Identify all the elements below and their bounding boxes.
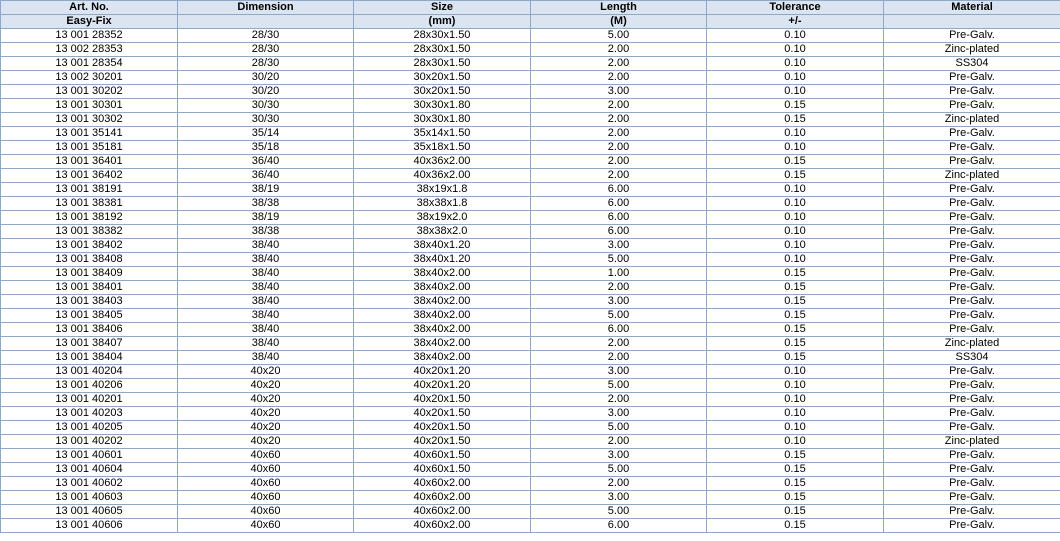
dimension-cell: 28/30 — [178, 57, 354, 71]
size-cell: 38x40x2.00 — [354, 323, 531, 337]
art-no-cell: 13 001 38401 — [1, 281, 178, 295]
dimension-cell: 40x60 — [178, 477, 354, 491]
material-cell: Pre-Galv. — [884, 267, 1060, 281]
size-cell: 30x20x1.50 — [354, 71, 531, 85]
size-cell: 40x60x2.00 — [354, 519, 531, 533]
table-row — [1, 421, 1060, 435]
art-no-cell: 13 001 28354 — [1, 57, 178, 71]
material-cell: Pre-Galv. — [884, 225, 1060, 239]
tolerance-cell: 0.10 — [707, 365, 884, 379]
material-cell: Pre-Galv. — [884, 505, 1060, 519]
art-no-cell: 13 001 38404 — [1, 351, 178, 365]
length-cell: 3.00 — [531, 295, 707, 309]
table-row — [1, 225, 1060, 239]
size-cell: 40x20x1.50 — [354, 435, 531, 449]
size-cell: 40x60x2.00 — [354, 491, 531, 505]
tolerance-cell: 0.10 — [707, 43, 884, 57]
dimension-cell: 30/20 — [178, 85, 354, 99]
material-cell: Pre-Galv. — [884, 253, 1060, 267]
table-row — [1, 477, 1060, 491]
tolerance-cell: 0.15 — [707, 449, 884, 463]
tolerance-cell: 0.15 — [707, 281, 884, 295]
header-brand: Easy-Fix — [1, 15, 178, 29]
tolerance-cell: 0.10 — [707, 421, 884, 435]
material-cell: SS304 — [884, 351, 1060, 365]
size-cell: 28x30x1.50 — [354, 57, 531, 71]
size-cell: 40x36x2.00 — [354, 155, 531, 169]
tolerance-cell: 0.15 — [707, 267, 884, 281]
table-row — [1, 449, 1060, 463]
tolerance-cell: 0.15 — [707, 351, 884, 365]
length-cell: 2.00 — [531, 351, 707, 365]
tolerance-cell: 0.10 — [707, 435, 884, 449]
header-row-secondary — [1, 15, 1060, 29]
material-cell: Pre-Galv. — [884, 491, 1060, 505]
art-no-cell: 13 001 36402 — [1, 169, 178, 183]
length-cell: 2.00 — [531, 393, 707, 407]
table-row — [1, 169, 1060, 183]
material-cell: Pre-Galv. — [884, 85, 1060, 99]
material-cell: Pre-Galv. — [884, 463, 1060, 477]
length-cell: 2.00 — [531, 155, 707, 169]
header-dimension: Dimension — [178, 1, 354, 15]
material-cell: Pre-Galv. — [884, 127, 1060, 141]
length-cell: 2.00 — [531, 43, 707, 57]
dimension-cell: 30/30 — [178, 99, 354, 113]
length-cell: 3.00 — [531, 449, 707, 463]
dimension-cell: 38/40 — [178, 281, 354, 295]
length-cell: 2.00 — [531, 169, 707, 183]
material-cell: Pre-Galv. — [884, 379, 1060, 393]
size-cell: 38x38x1.8 — [354, 197, 531, 211]
art-no-cell: 13 001 28352 — [1, 29, 178, 43]
table-row — [1, 141, 1060, 155]
dimension-cell: 40x60 — [178, 463, 354, 477]
size-cell: 30x30x1.80 — [354, 113, 531, 127]
tolerance-cell: 0.10 — [707, 57, 884, 71]
tolerance-cell: 0.15 — [707, 519, 884, 533]
art-no-cell: 13 001 40603 — [1, 491, 178, 505]
table-row — [1, 155, 1060, 169]
art-no-cell: 13 002 30201 — [1, 71, 178, 85]
size-cell: 28x30x1.50 — [354, 43, 531, 57]
size-cell: 38x38x2.0 — [354, 225, 531, 239]
tolerance-cell: 0.15 — [707, 323, 884, 337]
size-cell: 40x60x1.50 — [354, 463, 531, 477]
size-cell: 38x40x1.20 — [354, 239, 531, 253]
tolerance-cell: 0.15 — [707, 295, 884, 309]
tolerance-cell: 0.15 — [707, 99, 884, 113]
art-no-cell: 13 001 40602 — [1, 477, 178, 491]
length-cell: 1.00 — [531, 267, 707, 281]
table-row — [1, 99, 1060, 113]
art-no-cell: 13 001 36401 — [1, 155, 178, 169]
art-no-cell: 13 001 38409 — [1, 267, 178, 281]
dimension-cell: 28/30 — [178, 43, 354, 57]
dimension-cell: 40x20 — [178, 365, 354, 379]
material-cell: Pre-Galv. — [884, 71, 1060, 85]
tolerance-cell: 0.10 — [707, 127, 884, 141]
art-no-cell: 13 001 38405 — [1, 309, 178, 323]
dimension-cell: 35/18 — [178, 141, 354, 155]
dimension-cell: 38/40 — [178, 267, 354, 281]
dimension-cell: 40x60 — [178, 519, 354, 533]
length-cell: 3.00 — [531, 85, 707, 99]
art-no-cell: 13 001 30301 — [1, 99, 178, 113]
material-cell: Pre-Galv. — [884, 155, 1060, 169]
material-cell: Pre-Galv. — [884, 309, 1060, 323]
table-row — [1, 281, 1060, 295]
table-row — [1, 211, 1060, 225]
art-no-cell: 13 001 40206 — [1, 379, 178, 393]
size-cell: 40x60x2.00 — [354, 505, 531, 519]
header-length-unit: (M) — [531, 15, 707, 29]
length-cell: 2.00 — [531, 281, 707, 295]
tolerance-cell: 0.15 — [707, 155, 884, 169]
size-cell: 38x40x1.20 — [354, 253, 531, 267]
dimension-cell: 36/40 — [178, 169, 354, 183]
material-cell: Pre-Galv. — [884, 365, 1060, 379]
table-row — [1, 71, 1060, 85]
art-no-cell: 13 001 40203 — [1, 407, 178, 421]
dimension-cell: 40x20 — [178, 407, 354, 421]
header-length: Length — [531, 1, 707, 15]
tolerance-cell: 0.15 — [707, 463, 884, 477]
dimension-cell: 40x20 — [178, 421, 354, 435]
art-no-cell: 13 001 38382 — [1, 225, 178, 239]
size-cell: 40x36x2.00 — [354, 169, 531, 183]
table-row — [1, 127, 1060, 141]
dimension-cell: 40x60 — [178, 449, 354, 463]
table-row — [1, 351, 1060, 365]
material-cell: Pre-Galv. — [884, 183, 1060, 197]
tolerance-cell: 0.10 — [707, 379, 884, 393]
size-cell: 38x40x2.00 — [354, 281, 531, 295]
size-cell: 40x20x1.20 — [354, 365, 531, 379]
dimension-cell: 30/30 — [178, 113, 354, 127]
material-cell: Pre-Galv. — [884, 211, 1060, 225]
length-cell: 3.00 — [531, 239, 707, 253]
material-cell: Zinc-plated — [884, 169, 1060, 183]
material-cell: SS304 — [884, 57, 1060, 71]
art-no-cell: 13 001 40204 — [1, 365, 178, 379]
tolerance-cell: 0.15 — [707, 505, 884, 519]
art-no-cell: 13 001 40201 — [1, 393, 178, 407]
art-no-cell: 13 001 40205 — [1, 421, 178, 435]
art-no-cell: 13 001 35181 — [1, 141, 178, 155]
length-cell: 5.00 — [531, 505, 707, 519]
dimension-cell: 38/19 — [178, 183, 354, 197]
length-cell: 2.00 — [531, 477, 707, 491]
table-row — [1, 463, 1060, 477]
material-cell: Pre-Galv. — [884, 393, 1060, 407]
length-cell: 5.00 — [531, 421, 707, 435]
length-cell: 2.00 — [531, 127, 707, 141]
dimension-cell: 40x60 — [178, 505, 354, 519]
table-row — [1, 57, 1060, 71]
length-cell: 6.00 — [531, 519, 707, 533]
art-no-cell: 13 001 38408 — [1, 253, 178, 267]
tolerance-cell: 0.10 — [707, 407, 884, 421]
size-cell: 35x18x1.50 — [354, 141, 531, 155]
material-cell: Pre-Galv. — [884, 519, 1060, 533]
tolerance-cell: 0.10 — [707, 253, 884, 267]
tolerance-cell: 0.10 — [707, 141, 884, 155]
dimension-cell: 38/40 — [178, 309, 354, 323]
material-cell: Zinc-plated — [884, 435, 1060, 449]
length-cell: 6.00 — [531, 211, 707, 225]
tolerance-cell: 0.15 — [707, 309, 884, 323]
size-cell: 38x19x2.0 — [354, 211, 531, 225]
tolerance-cell: 0.15 — [707, 113, 884, 127]
size-cell: 38x40x2.00 — [354, 309, 531, 323]
dimension-cell: 28/30 — [178, 29, 354, 43]
table-header — [1, 1, 1060, 29]
material-cell: Pre-Galv. — [884, 323, 1060, 337]
art-no-cell: 13 001 38191 — [1, 183, 178, 197]
tolerance-cell: 0.10 — [707, 393, 884, 407]
header-size-unit: (mm) — [354, 15, 531, 29]
table-row — [1, 239, 1060, 253]
size-cell: 40x20x1.20 — [354, 379, 531, 393]
material-cell: Pre-Galv. — [884, 449, 1060, 463]
table-row — [1, 505, 1060, 519]
art-no-cell: 13 001 38402 — [1, 239, 178, 253]
header-size: Size — [354, 1, 531, 15]
table-row — [1, 85, 1060, 99]
material-cell: Pre-Galv. — [884, 295, 1060, 309]
art-no-cell: 13 001 40604 — [1, 463, 178, 477]
material-cell: Pre-Galv. — [884, 239, 1060, 253]
material-cell: Pre-Galv. — [884, 477, 1060, 491]
length-cell: 5.00 — [531, 253, 707, 267]
size-cell: 38x19x1.8 — [354, 183, 531, 197]
length-cell: 5.00 — [531, 309, 707, 323]
art-no-cell: 13 001 38406 — [1, 323, 178, 337]
size-cell: 40x60x2.00 — [354, 477, 531, 491]
length-cell: 6.00 — [531, 323, 707, 337]
art-no-cell: 13 001 40202 — [1, 435, 178, 449]
length-cell: 2.00 — [531, 435, 707, 449]
material-cell: Zinc-plated — [884, 337, 1060, 351]
length-cell: 6.00 — [531, 225, 707, 239]
material-cell: Pre-Galv. — [884, 407, 1060, 421]
tolerance-cell: 0.15 — [707, 491, 884, 505]
art-no-cell: 13 001 40606 — [1, 519, 178, 533]
tolerance-cell: 0.10 — [707, 85, 884, 99]
length-cell: 3.00 — [531, 365, 707, 379]
size-cell: 30x20x1.50 — [354, 85, 531, 99]
tolerance-cell: 0.10 — [707, 183, 884, 197]
art-no-cell: 13 001 30202 — [1, 85, 178, 99]
length-cell: 5.00 — [531, 379, 707, 393]
tolerance-cell: 0.10 — [707, 211, 884, 225]
dimension-cell: 40x60 — [178, 491, 354, 505]
dimension-cell: 30/20 — [178, 71, 354, 85]
size-cell: 40x20x1.50 — [354, 421, 531, 435]
table-row — [1, 519, 1060, 533]
tolerance-cell: 0.15 — [707, 169, 884, 183]
table-row — [1, 29, 1060, 43]
header-tolerance-unit: +/- — [707, 15, 884, 29]
size-cell: 40x20x1.50 — [354, 393, 531, 407]
dimension-cell: 40x20 — [178, 393, 354, 407]
table-row — [1, 253, 1060, 267]
art-no-cell: 13 001 40601 — [1, 449, 178, 463]
material-cell: Pre-Galv. — [884, 421, 1060, 435]
header-material-unit — [884, 15, 1060, 29]
length-cell: 2.00 — [531, 71, 707, 85]
table-row — [1, 365, 1060, 379]
material-cell: Pre-Galv. — [884, 197, 1060, 211]
size-cell: 30x30x1.80 — [354, 99, 531, 113]
size-cell: 38x40x2.00 — [354, 351, 531, 365]
dimension-cell: 38/40 — [178, 323, 354, 337]
header-row-primary — [1, 1, 1060, 15]
size-cell: 38x40x2.00 — [354, 337, 531, 351]
length-cell: 2.00 — [531, 337, 707, 351]
art-no-cell: 13 001 30302 — [1, 113, 178, 127]
header-material: Material — [884, 1, 1060, 15]
size-cell: 35x14x1.50 — [354, 127, 531, 141]
header-tolerance: Tolerance — [707, 1, 884, 15]
dimension-cell: 40x20 — [178, 435, 354, 449]
size-cell: 40x60x1.50 — [354, 449, 531, 463]
tolerance-cell: 0.10 — [707, 29, 884, 43]
length-cell: 2.00 — [531, 57, 707, 71]
art-no-cell: 13 001 38381 — [1, 197, 178, 211]
table-row — [1, 197, 1060, 211]
table-row — [1, 337, 1060, 351]
art-no-cell: 13 001 38192 — [1, 211, 178, 225]
material-cell: Pre-Galv. — [884, 29, 1060, 43]
length-cell: 5.00 — [531, 463, 707, 477]
length-cell: 3.00 — [531, 491, 707, 505]
dimension-cell: 38/40 — [178, 239, 354, 253]
tolerance-cell: 0.10 — [707, 197, 884, 211]
material-cell: Zinc-plated — [884, 113, 1060, 127]
size-cell: 40x20x1.50 — [354, 407, 531, 421]
material-cell: Zinc-plated — [884, 43, 1060, 57]
table-row — [1, 379, 1060, 393]
material-cell: Pre-Galv. — [884, 281, 1060, 295]
table-row — [1, 309, 1060, 323]
table-row — [1, 267, 1060, 281]
tolerance-cell: 0.15 — [707, 477, 884, 491]
dimension-cell: 38/40 — [178, 295, 354, 309]
table-row — [1, 491, 1060, 505]
dimension-cell: 38/40 — [178, 351, 354, 365]
length-cell: 6.00 — [531, 197, 707, 211]
length-cell: 3.00 — [531, 407, 707, 421]
dimension-cell: 38/19 — [178, 211, 354, 225]
table-row — [1, 113, 1060, 127]
table-row — [1, 435, 1060, 449]
dimension-cell: 40x20 — [178, 379, 354, 393]
tolerance-cell: 0.10 — [707, 239, 884, 253]
material-cell: Pre-Galv. — [884, 141, 1060, 155]
size-cell: 38x40x2.00 — [354, 295, 531, 309]
table-row — [1, 183, 1060, 197]
art-no-cell: 13 001 35141 — [1, 127, 178, 141]
art-no-cell: 13 001 38407 — [1, 337, 178, 351]
dimension-cell: 38/40 — [178, 337, 354, 351]
length-cell: 2.00 — [531, 141, 707, 155]
tolerance-cell: 0.10 — [707, 71, 884, 85]
length-cell: 6.00 — [531, 183, 707, 197]
length-cell: 5.00 — [531, 29, 707, 43]
table-row — [1, 407, 1060, 421]
art-no-cell: 13 002 28353 — [1, 43, 178, 57]
tolerance-cell: 0.10 — [707, 225, 884, 239]
dimension-cell: 38/38 — [178, 225, 354, 239]
size-cell: 38x40x2.00 — [354, 267, 531, 281]
tolerance-cell: 0.15 — [707, 337, 884, 351]
header-dimension-unit — [178, 15, 354, 29]
dimension-cell: 35/14 — [178, 127, 354, 141]
length-cell: 2.00 — [531, 113, 707, 127]
length-cell: 2.00 — [531, 99, 707, 113]
table-row — [1, 393, 1060, 407]
table-row — [1, 323, 1060, 337]
header-art-no: Art. No. — [1, 1, 178, 15]
dimension-cell: 38/38 — [178, 197, 354, 211]
dimension-cell: 38/40 — [178, 253, 354, 267]
art-no-cell: 13 001 40605 — [1, 505, 178, 519]
table-row — [1, 295, 1060, 309]
dimension-cell: 36/40 — [178, 155, 354, 169]
table-body — [1, 29, 1060, 533]
material-cell: Pre-Galv. — [884, 99, 1060, 113]
art-no-cell: 13 001 38403 — [1, 295, 178, 309]
size-cell: 28x30x1.50 — [354, 29, 531, 43]
table-row — [1, 43, 1060, 57]
